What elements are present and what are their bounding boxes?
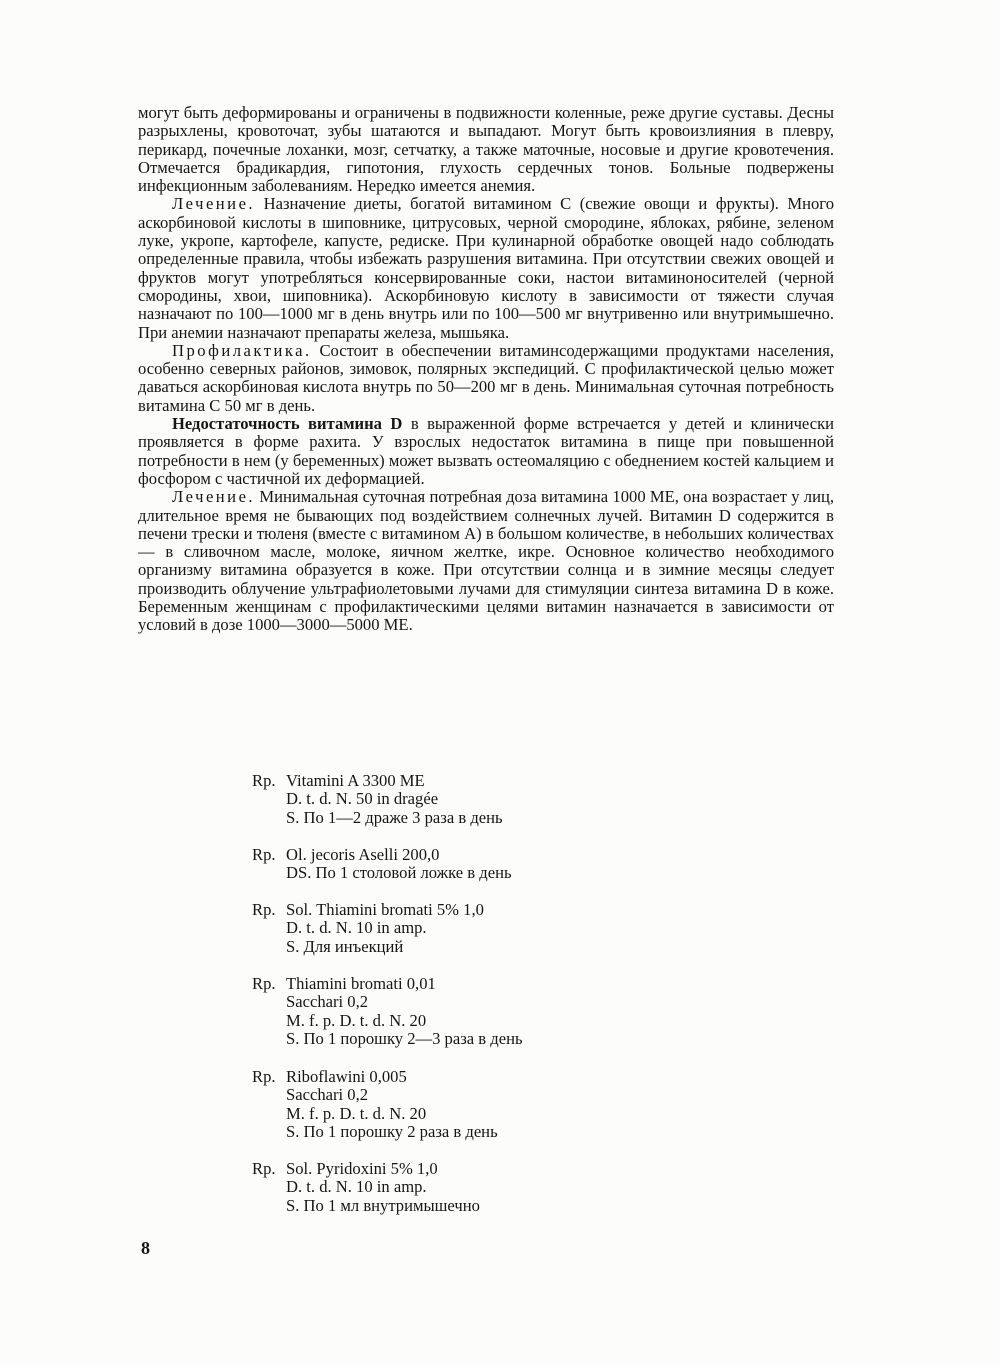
recipe-line: Sol. Pyridoxini 5% 1,0 <box>286 1159 438 1178</box>
recipe-line: Thiamini bromati 0,01 <box>286 974 436 993</box>
rx-label: Rp. <box>252 1067 276 1086</box>
recipe-line: S. По 1 порошку 2—3 раза в день <box>286 1029 523 1049</box>
recipe-line: Sol. Thiamini bromati 5% 1,0 <box>286 900 484 919</box>
recipe-line: Ol. jecoris Aselli 200,0 <box>286 845 440 864</box>
recipe-6 <box>252 1160 812 1215</box>
recipe-line: S. По 1 порошку 2 раза в день <box>286 1122 498 1142</box>
heading-treatment: Лечение. <box>172 194 256 214</box>
rx-label: Rp. <box>252 1159 276 1178</box>
paragraph-text: в выраженной форме встречается у детей и клинически проявляется в форме рахита. У взрослых недостаток витамина в пище при повышенной потребности в нем (у беременных) может вызвать остеомаляцию с обеднением костей кальцием и фосфором с частичной их деформацией. <box>138 414 835 488</box>
heading-treatment: Лечение. <box>172 487 256 507</box>
paragraph-text: Назначение диеты, богатой витамином С (свежие овощи и фрукты). Много аскорбиновой кислоты в шиповнике, цитрусовых, черной смородине, яблоках, рябине, зеленом луке, укропе, картофеле, капусте, редиске. При кулинарной обработке овощей надо соблюдать определенные правила, чтобы избежать разрушения витамина. При отсутствии свежих овощей и фруктов могут употребляться консервированные соки, настои витаминоносителей (черной смородины, хвои, шиповника). Аскорбиновую кислоту в зависимости от тяжести случая назначают по 100—1000 мг в день внутрь или по 100—500 мг внутривенно или внутримышечно. При анемии назначают препараты железа, мышьяка. <box>138 194 834 342</box>
recipe-line: Sacchari 0,2 <box>286 992 369 1012</box>
paragraph-text: Состоит в обеспечении витаминсодержащими продуктами населения, особенно северных районов, зимовок, полярных экспедиций. С профилактической целью может даваться аскорбиновая кислота внутрь по 50—200 мг в день. Минимальная суточная потребность витамина С 50 мг в день. <box>138 340 834 415</box>
recipe-line: Sacchari 0,2 <box>286 1085 369 1105</box>
recipe-line: D. t. d. N. 10 in amp. <box>286 918 427 938</box>
rx-label: Rp. <box>252 974 276 993</box>
recipe-line: D. t. d. N. 10 in amp. <box>286 1177 427 1197</box>
recipe-line: D. t. d. N. 50 in dragée <box>286 789 439 809</box>
paragraph-treatment-d <box>138 488 834 634</box>
document-body <box>138 104 834 635</box>
paragraph-prophylaxis <box>138 342 834 415</box>
heading-prophylaxis: Профилактика. <box>172 340 312 360</box>
paragraph-text: Минимальная суточная потребная доза витамина 1000 МЕ, она возрастает у лиц, длительное время не бывающих под воздействием солнечных лучей. Витамин D содержится в печени трески и тюленя (вместе с витамином А) в большом количестве, в небольших количествах — в сливочном масле, молоке, яичном желтке, икре. Основное количество необходимого организму витамина образуется в коже. При отсутствии солнца и в зимние месяцы следует производить облучение ультрафиолетовыми лучами для стимуляции синтеза витамина D в коже. Беременным женщинам с профилактическими целями витамин назначается в зависимости от условий в дозе 1000—3000—5000 МЕ. <box>138 487 835 635</box>
recipe-line: Riboflawini 0,005 <box>286 1067 407 1086</box>
page-number: 8 <box>141 1238 150 1258</box>
recipe-5 <box>252 1068 812 1142</box>
recipe-3 <box>252 901 812 956</box>
heading-vitamin-d: Недостаточность витамина D <box>172 414 403 434</box>
recipe-1 <box>252 772 812 827</box>
recipe-line: Vitamini A 3300 ME <box>286 771 425 790</box>
recipe-line: M. f. p. D. t. d. N. 20 <box>286 1010 427 1030</box>
paragraph-symptoms: могут быть деформированы и ограничены в подвижности коленные, реже другие суставы. Десны разрыхлены, кровоточат, зубы шатаются и выпадают. Могут быть кровоизлияния в плевру, перикард, почечные лоханки, мозг, сетчатку, а также маточные, носовые и другие кровотечения. Отмечается брадикардия, гипотония, глухость сердечных тонов. Больные подвержены инфекционным заболеваниям. Нередко имеется анемия. <box>138 103 834 196</box>
recipe-2 <box>252 846 812 883</box>
recipe-line: S. По 1—2 драже 3 раза в день <box>286 807 503 827</box>
paragraph-vitamin-d <box>138 415 834 488</box>
recipe-line: S. Для инъекций <box>286 936 404 956</box>
recipe-line: M. f. p. D. t. d. N. 20 <box>286 1103 427 1123</box>
rx-label: Rp. <box>252 900 276 919</box>
rx-label: Rp. <box>252 771 276 790</box>
recipe-line: S. По 1 мл внутримышечно <box>286 1195 480 1215</box>
rx-label: Rp. <box>252 845 276 864</box>
recipe-line: DS. По 1 столовой ложке в день <box>286 863 512 883</box>
recipe-4 <box>252 975 812 1049</box>
paragraph-treatment-c <box>138 195 834 341</box>
